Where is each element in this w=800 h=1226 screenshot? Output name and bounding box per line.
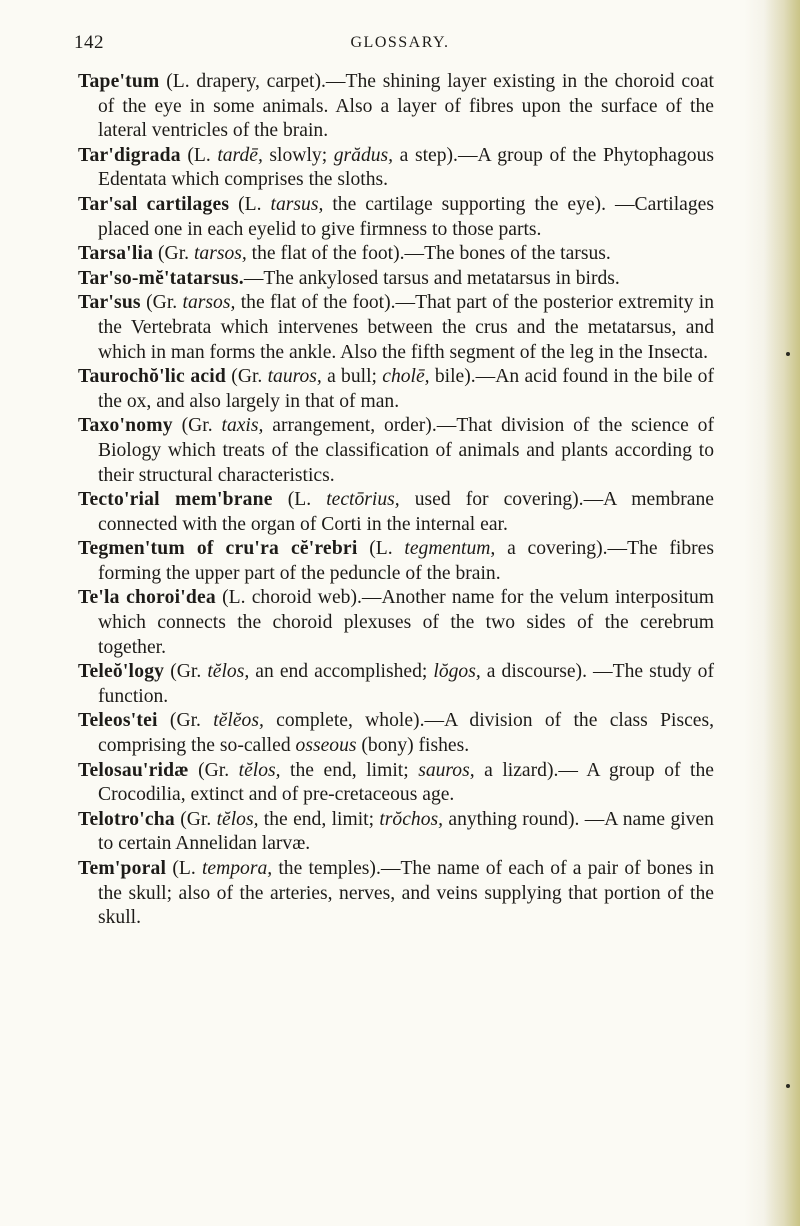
entry-text: complete, whole).—A division of the class Pisces, comprising the so-called [98,710,714,757]
entry-etymon: trŏchos, [379,808,444,830]
glossary-entry [78,365,714,414]
glossary-entries [78,70,714,931]
glossary-entry [78,193,714,242]
entry-etymon: tarsus, [270,193,324,215]
glossary-entry [78,586,714,660]
entry-etymon: tĕlos, [216,808,259,830]
entry-etymon: cholē, [382,366,430,388]
entry-etymon: sauros, [418,759,475,781]
entry-etymon: osseous [295,735,357,757]
entry-text: a covering).—The fibres forming the upper part of the peduncle of the brain. [98,538,714,584]
entry-headword: Taurochŏ'lic acid [78,366,227,388]
entry-headword: Tegmen'tum of cru'ra cĕ'rebri [78,538,358,560]
entry-text: (Gr. [226,366,268,388]
entry-text: slowly; [262,144,334,166]
entry-text: (Gr. [174,808,217,830]
entry-text: the flat of the foot).—That part of the posterior extremity in the Vertebrata which intervenes between the crus and the metatarsus, and which in man forms the ankle. Also the fifth segment of the leg in the Insecta. [98,292,714,363]
entry-text: an end accomplished; [249,661,434,683]
glossary-entry [78,857,714,931]
entry-etymon: lŏgos, [433,661,481,683]
glossary-entry [78,70,714,144]
entry-text: (bony) fishes. [356,735,470,757]
entry-text: (Gr. [157,710,214,732]
entry-headword: Teleos'tei [78,710,158,732]
entry-etymon: tectōrius, [326,489,400,511]
entry-text: (L. drapery, carpet).—The shining layer existing in the choroid coat of the eye in some animals. Also a layer of fibres upon the surface of the lateral ventricles of the brain. [98,71,714,142]
entry-etymon: tarsos, [182,292,236,314]
entry-etymon: tegmentum, [404,538,496,560]
page-edge-shadow [764,0,800,1226]
entry-text: —The ankylosed tarsus and metatarsus in birds. [243,267,620,289]
glossary-entry [78,291,714,365]
entry-text: bile).—An acid found in the bile of the ox, and also largely in that of man. [98,366,714,412]
entry-text: the cartilage supporting the eye). —Cartilages placed one in each eyelid to give firmness to those parts. [98,193,714,240]
entry-text: the temples).—The name of each of a pair of bones in the skull; also of the arteries, nerves, and veins supplying that portion of the skull. [98,858,714,929]
entry-headword: Tem'poral [78,858,167,879]
entry-text: arrangement, order).—That division of the science of Biology which treats of the classification of animals and plants according to their structural characteristics. [98,415,714,486]
glossary-entry [78,488,714,537]
glossary-entry [78,709,714,758]
entry-text: (L. choroid web).—Another name for the velum interpositum which connects the choroid plexuses of the two sides of the cerebrum together. [98,587,714,658]
edge-speck [786,352,790,356]
entry-headword: Telotro'cha [78,808,175,830]
entry-text: a discourse). —The study of function. [98,661,714,707]
glossary-entry [78,267,714,292]
entry-etymon: tempora, [201,858,273,879]
entry-etymon: tauros, [267,366,322,388]
entry-text: the end, limit; [258,808,380,830]
entry-headword: Tarsa'lia [78,243,154,265]
entry-text: a lizard).— A group of the Crocodilia, extinct and of pre-cretaceous age. [98,759,714,806]
entry-headword: Tar'so-mĕ'tatarsus. [78,267,244,289]
entry-text: (Gr. [140,292,183,314]
entry-etymon: tĕlos, [238,759,281,781]
entry-text: the flat of the foot).—The bones of the tarsus. [246,243,611,265]
entry-etymon: tĕlos, [207,661,250,683]
entry-text: (L. [180,144,218,166]
entry-headword: Teleŏ'logy [78,661,165,683]
entry-text: (Gr. [164,661,208,683]
entry-headword: Tape'tum [78,71,160,92]
entry-headword: Taxo'nomy [78,415,173,437]
glossary-entry [78,808,714,857]
glossary-entry [78,537,714,586]
entry-text: (L. [357,538,405,560]
entry-text: used for covering).—A membrane connected with the organ of Corti in the internal ear. [98,489,714,535]
entry-text: (L. [166,858,202,879]
entry-etymon: grădus, [333,144,394,166]
entry-headword: Tar'sal cartilages [78,193,230,215]
entry-etymon: tarsos, [193,243,247,265]
entry-headword: Tar'digrada [78,144,181,166]
entry-text: (L. [272,489,327,511]
entry-text: the end, limit; [280,759,419,781]
entry-text: (Gr. [172,415,222,437]
entry-etymon: tardē, [217,144,263,166]
entry-text: a bull; [321,366,383,388]
entry-text: anything round). —A name given to certain Annelidan larvæ. [98,808,714,855]
glossary-entry [78,759,714,808]
entry-headword: Tar'sus [78,292,141,314]
page-header [0,32,800,62]
glossary-entry [78,242,714,267]
entry-headword: Te'la choroi'dea [78,587,216,609]
entry-text: (L. [229,193,271,215]
page-number: 142 [74,32,104,53]
entry-headword: Telosau'ridæ [78,759,189,781]
entry-etymon: tĕlĕos, [213,710,264,732]
entry-headword: Tecto'rial mem'brane [78,489,273,511]
entry-text: (Gr. [188,759,239,781]
entry-text: a step).—A group of the Phytophagous Edentata which comprises the sloths. [98,144,714,191]
entry-text: (Gr. [153,243,194,265]
glossary-entry [78,414,714,488]
glossary-entry [78,144,714,193]
glossary-entry [78,660,714,709]
entry-etymon: taxis, [221,415,264,437]
running-head: GLOSSARY. [350,34,450,51]
edge-speck [786,1084,790,1088]
